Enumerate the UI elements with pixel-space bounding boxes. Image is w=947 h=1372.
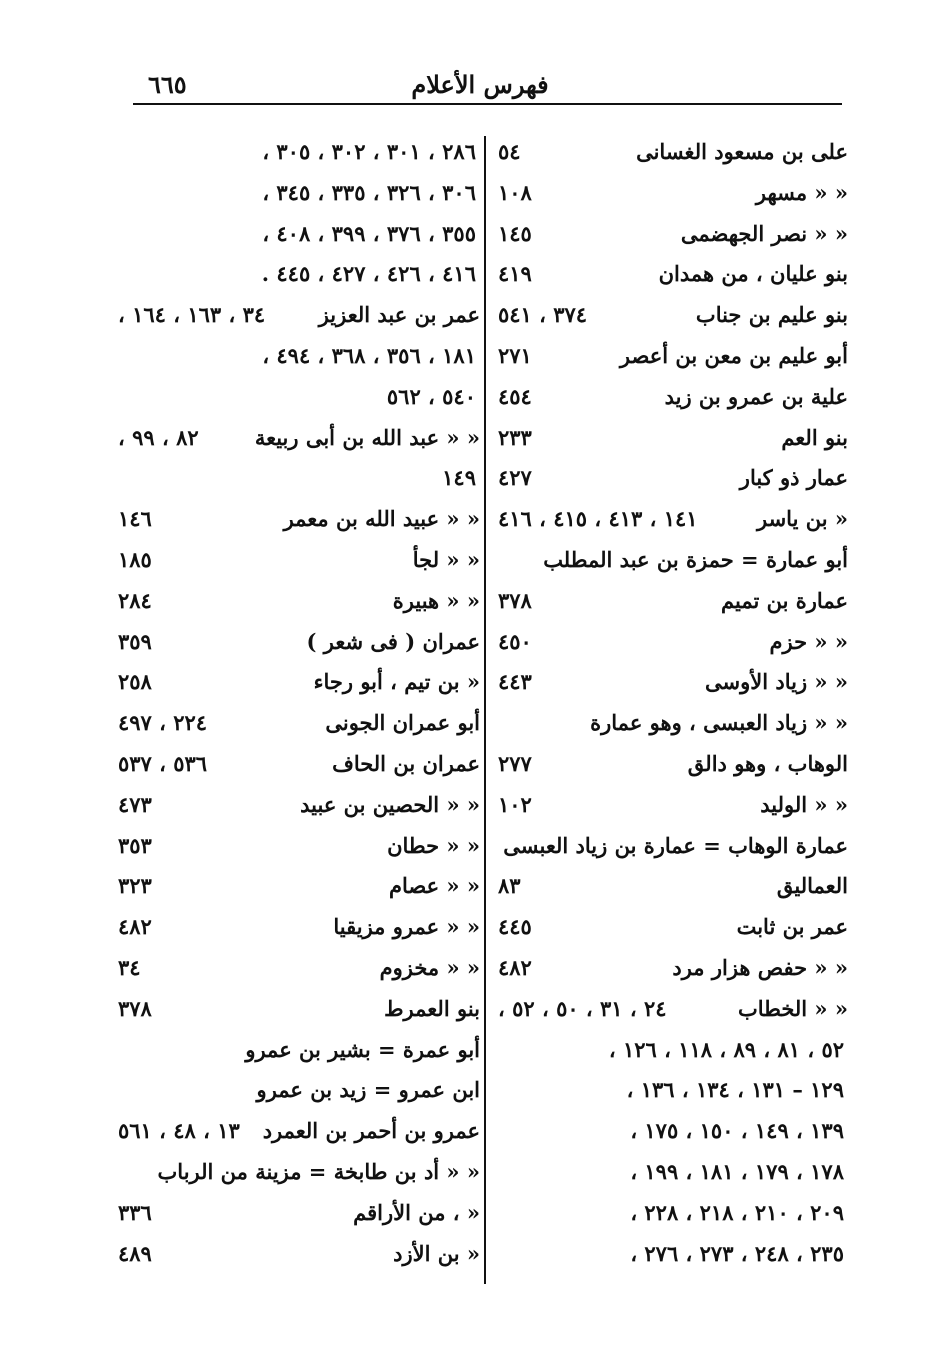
entry-name: عمران ( فى شعر ) — [306, 628, 480, 654]
index-entry — [112, 132, 480, 173]
entry-name: « « حفص هزار مرد — [672, 954, 848, 980]
entry-name: « بن تيم ، أبو رجاء — [313, 669, 480, 695]
entry-pages: ١٤٥ — [498, 220, 532, 246]
index-entry — [492, 540, 848, 581]
entry-pages: ٥٣٦ ، ٥٣٧ — [118, 750, 208, 776]
index-entry — [492, 703, 848, 744]
entry-pages: ٣٠٦ ، ٣٢٦ ، ٣٣٥ ، ٣٤٥ ، — [262, 179, 476, 205]
index-entry — [492, 1070, 848, 1111]
entry-pages: ٢٨٤ — [118, 587, 152, 613]
index-entry — [492, 214, 848, 255]
entry-pages: ٢٢٤ ، ٤٩٧ — [118, 710, 208, 736]
running-header-title: فهرس الأعلام — [411, 70, 549, 99]
entry-pages: ٢٧٧ — [498, 750, 532, 776]
entry-name: بنو العم — [781, 424, 848, 450]
entry-name: « « عبيد الله بن معمر — [283, 506, 480, 532]
entry-name: عمار ذو كبار — [739, 465, 848, 491]
index-entry — [112, 540, 480, 581]
entry-pages: ٢٤ ، ٣١ ، ٥٠ ، ٥٢ ، — [498, 995, 667, 1021]
entry-name: عمران بن الحاف — [332, 750, 480, 776]
index-entry — [492, 581, 848, 622]
index-entry — [112, 622, 480, 663]
entry-pages: ٤٥٤ — [498, 383, 532, 409]
entry-pages: ٣٤ — [118, 954, 141, 980]
entry-pages: ٢٥٨ — [118, 669, 152, 695]
entry-pages: ٢٣٥ ، ٢٤٨ ، ٢٧٣ ، ٢٧٦ ، — [630, 1240, 844, 1266]
entry-pages: ١٤١ ، ٤١٣ ، ٤١٥ ، ٤١٦ — [498, 506, 698, 532]
entry-pages: ١٣ ، ٤٨ ، ٥٦١ — [118, 1118, 240, 1144]
entry-name: « « حطان — [387, 832, 480, 858]
index-entry — [112, 214, 480, 255]
entry-pages: ٣٧٨ — [498, 587, 532, 613]
index-entry — [112, 662, 480, 703]
index-entry — [112, 173, 480, 214]
index-entry — [492, 336, 848, 377]
entry-pages: ٥٤٠ ، ٥٦٢ — [386, 383, 476, 409]
entry-name: عمر بن ثابت — [736, 914, 848, 940]
index-entry — [112, 826, 480, 867]
index-entry — [112, 1152, 480, 1193]
entry-name: « « هبيرة — [392, 587, 480, 613]
index-entry — [112, 989, 480, 1030]
index-entry — [492, 866, 848, 907]
entry-pages: ٤٤٥ — [498, 914, 532, 940]
entry-name: « « حزم — [769, 628, 848, 654]
index-entry — [112, 418, 480, 459]
index-entry — [492, 622, 848, 663]
index-entry — [112, 254, 480, 295]
index-entry — [112, 1030, 480, 1071]
entry-name: « « مسهر — [755, 179, 848, 205]
entry-pages: ٣٥٣ — [118, 832, 152, 858]
entry-name: بنو العمرط — [384, 995, 480, 1021]
entry-name: « « نصر الجهضمى — [680, 220, 848, 246]
entry-name: « « عصام — [388, 873, 480, 899]
entry-name: « « زياد العبسى ، وهو عمارة — [590, 710, 848, 736]
entry-name: بنو عليم بن جناب — [695, 302, 848, 328]
column-divider — [484, 136, 486, 1284]
index-entry — [492, 907, 848, 948]
entry-name: « « زياد الأوسى — [705, 669, 848, 695]
entry-pages: ٥٤ — [498, 139, 521, 164]
entry-name: « بن ياسر — [756, 506, 848, 532]
entry-name: « ، من الأراقم — [353, 1199, 480, 1225]
index-entry — [112, 336, 480, 377]
entry-name: « « مخزوم — [379, 954, 480, 980]
entry-name: عمرو بن أحمر بن العمرد — [262, 1118, 480, 1144]
index-entry — [112, 1111, 480, 1152]
index-entry — [492, 989, 848, 1030]
index-entry — [112, 499, 480, 540]
header-rule — [133, 103, 842, 105]
entry-pages: ٤٨٩ — [118, 1240, 152, 1266]
entry-pages: ٢٨٦ ، ٣٠١ ، ٣٠٢ ، ٣٠٥ ، — [262, 139, 476, 164]
entry-pages: ٤٨٢ — [118, 914, 152, 940]
index-entry — [492, 1111, 848, 1152]
index-entry — [112, 866, 480, 907]
entry-name: أبو عمران الجونى — [325, 710, 480, 736]
entry-pages: ٤٢٧ — [498, 465, 532, 491]
entry-name: « بن الأزد — [393, 1240, 480, 1266]
entry-pages: ٣٢٣ — [118, 873, 152, 899]
index-entry — [492, 948, 848, 989]
entry-name: عمارة الوهاب = عمارة بن زياد العبسى — [503, 832, 848, 858]
entry-pages: ١٤٦ — [118, 506, 152, 532]
index-entry — [112, 1234, 480, 1275]
entry-pages: ١٨١ ، ٣٥٦ ، ٣٦٨ ، ٤٩٤ ، — [262, 342, 476, 368]
index-entry — [112, 703, 480, 744]
entry-pages: ٢٣٣ — [498, 424, 532, 450]
entry-pages: ٤٥٠ — [498, 628, 532, 654]
entry-pages: ٢٧١ — [498, 342, 532, 368]
index-entry — [112, 295, 480, 336]
index-entry — [492, 173, 848, 214]
entry-name: أبو عمرة = بشير بن عمرو — [245, 1036, 480, 1062]
entry-pages: ١٢٩ – ١٣١ ، ١٣٤ ، ١٣٦ ، — [626, 1077, 844, 1103]
entry-pages: ٣٧٨ — [118, 995, 152, 1021]
entry-name: « « الوليد — [760, 791, 848, 817]
index-entry — [492, 499, 848, 540]
index-entry — [112, 581, 480, 622]
entry-pages: ٤١٩ — [498, 261, 532, 287]
entry-pages: ٣٧٤ ، ٥٤١ — [498, 302, 588, 328]
index-entry — [492, 1030, 848, 1071]
entry-name: ابن عمرو = زيد بن عمرو — [256, 1077, 480, 1103]
entry-name: العماليق — [776, 873, 848, 899]
index-entry — [112, 907, 480, 948]
entry-name: أبو عليم بن معن بن أعصر — [619, 342, 848, 368]
index-entry — [492, 1193, 848, 1234]
entry-name: « « عبد الله بن أبى ربيعة — [254, 424, 480, 450]
index-entry — [492, 744, 848, 785]
entry-pages: ١٧٨ ، ١٧٩ ، ١٨١ ، ١٩٩ ، — [630, 1158, 844, 1184]
entry-pages: ٤٨٢ — [498, 954, 532, 980]
entry-name: علية بن عمرو بن زيد — [664, 383, 848, 409]
entry-name: « « الحصين بن عبيد — [300, 791, 480, 817]
index-entry — [492, 254, 848, 295]
page-number: ٦٦٥ — [148, 70, 187, 99]
entry-pages: ٢٠٩ ، ٢١٠ ، ٢١٨ ، ٢٢٨ ، — [630, 1199, 844, 1225]
index-entry — [492, 662, 848, 703]
entry-pages: ٤٤٣ — [498, 669, 532, 695]
index-entry — [112, 785, 480, 826]
entry-pages: ٣٤ ، ١٦٣ ، ١٦٤ ، — [118, 302, 266, 328]
index-entry — [492, 826, 848, 867]
index-entry — [112, 744, 480, 785]
entry-name: « « لجأ — [412, 546, 480, 572]
entry-name: « « أد بن طابخة = مزينة من الرباب — [157, 1158, 480, 1184]
index-entry — [492, 132, 848, 173]
index-entry — [492, 418, 848, 459]
index-entry — [112, 377, 480, 418]
entry-name: « « عمرو مزيقيا — [333, 914, 480, 940]
entry-pages: ٨٣ — [498, 873, 521, 899]
index-entry — [492, 458, 848, 499]
entry-pages: ٣٥٥ ، ٣٧٦ ، ٣٩٩ ، ٤٠٨ ، — [262, 220, 476, 246]
entry-name: على بن مسعود الغسانى — [636, 139, 848, 164]
index-entry — [492, 785, 848, 826]
entry-name: عمر بن عبد العزيز — [318, 302, 480, 328]
entry-pages: ١٨٥ — [118, 546, 152, 572]
entry-name: الوهاب ، وهو دالق — [687, 750, 848, 776]
index-entry — [112, 458, 480, 499]
index-entry — [492, 1152, 848, 1193]
entry-pages: ١٤٩ — [442, 465, 476, 491]
index-entry — [112, 948, 480, 989]
index-entry — [492, 1234, 848, 1275]
entry-name: أبو عمارة = حمزة بن عبد المطلب — [543, 546, 848, 572]
entry-pages: ١٣٩ ، ١٤٩ ، ١٥٠ ، ١٧٥ ، — [630, 1118, 844, 1144]
entry-pages: ٨٢ ، ٩٩ ، — [118, 424, 199, 450]
index-entry — [112, 1193, 480, 1234]
index-entry — [492, 377, 848, 418]
entry-pages: ١٠٢ — [498, 791, 532, 817]
entry-pages: ٤٧٣ — [118, 791, 152, 817]
entry-pages: ٤١٦ ، ٤٢٦ ، ٤٢٧ ، ٤٤٥ . — [261, 261, 476, 287]
entry-name: بنو عليان ، من همدان — [658, 261, 848, 287]
index-column-right — [492, 132, 848, 1274]
index-column-left — [112, 132, 480, 1274]
entry-pages: ٣٥٩ — [118, 628, 152, 654]
index-entry — [112, 1070, 480, 1111]
entry-pages: ٥٢ ، ٨١ ، ٨٩ ، ١١٨ ، ١٢٦ ، — [608, 1036, 844, 1062]
entry-pages: ٣٣٦ — [118, 1199, 152, 1225]
entry-pages: ١٠٨ — [498, 179, 532, 205]
entry-name: عمارة بن تميم — [721, 587, 848, 613]
entry-name: « « الخطاب — [737, 995, 848, 1021]
index-entry — [492, 295, 848, 336]
